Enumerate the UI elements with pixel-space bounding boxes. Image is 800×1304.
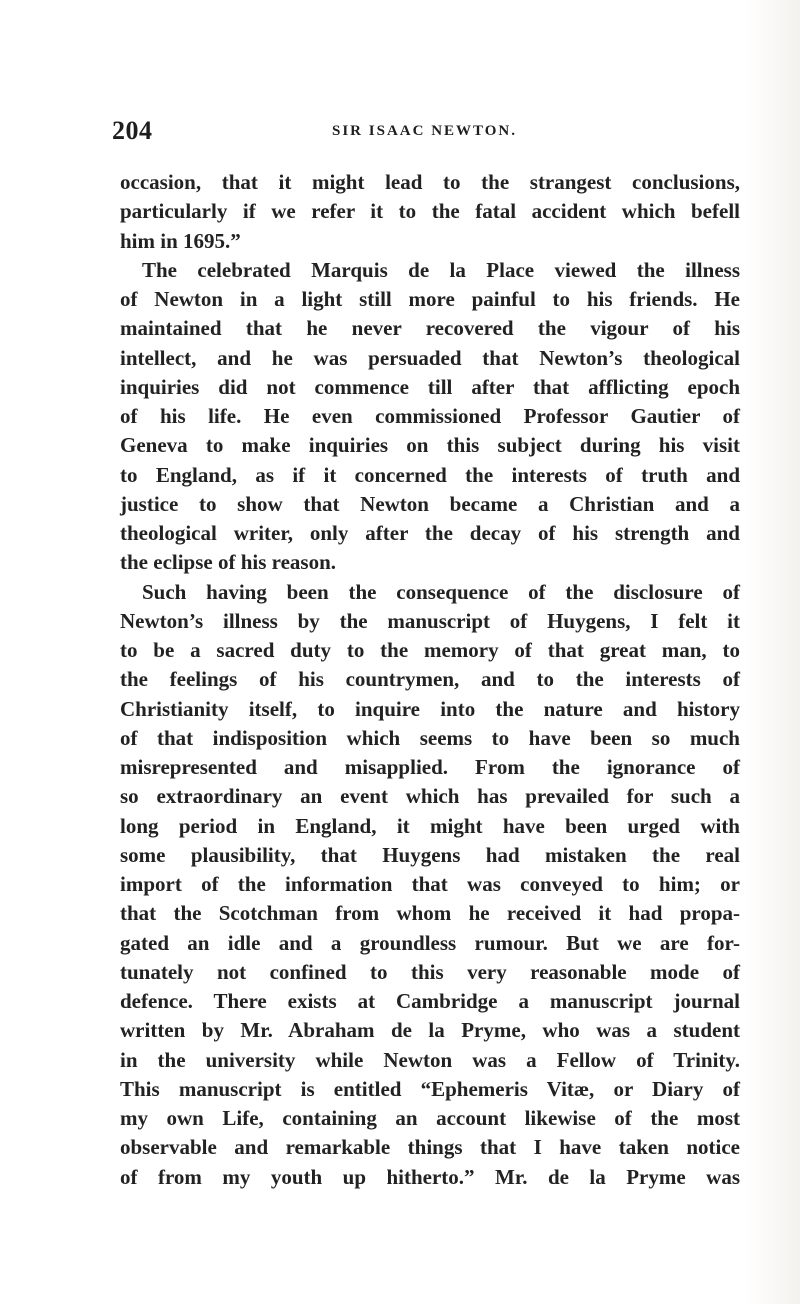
text-line: defence. There exists at Cambridge a manuscript journal xyxy=(120,989,740,1013)
text-line: the feelings of his countrymen, and to the interests of xyxy=(120,667,740,692)
text-line: justice to show that Newton became a Christian and a xyxy=(120,491,740,516)
text-line: to England, as if it concerned the interests of truth and xyxy=(120,462,740,487)
text-line: to be a sacred duty to the memory of that great man, to xyxy=(120,638,740,662)
text-line: The celebrated Marquis de la Place viewed the illness xyxy=(142,257,740,282)
text-line: him in 1695.” xyxy=(120,228,241,253)
text-line: intellect, and he was persuaded that Newton’s theological xyxy=(120,345,740,370)
text-line: misrepresented and misapplied. From the ignorance of xyxy=(120,755,740,779)
text-line: maintained that he never recovered the vigour of his xyxy=(120,316,740,341)
text-line: occasion, that it might lead to the strangest conclusions, xyxy=(120,170,740,194)
text-line: some plausibility, that Huygens had mistaken the real xyxy=(120,842,740,867)
text-line: particularly if we refer it to the fatal accident which befell xyxy=(120,199,740,224)
text-line: in the university while Newton was a Fellow of Trinity. xyxy=(120,1047,740,1072)
text-line: of from my youth up hitherto.” Mr. de la Pryme was xyxy=(120,1164,740,1189)
text-line: of his life. He even commissioned Professor Gautier of xyxy=(120,404,740,428)
text-line: my own Life, containing an account likewise of the most xyxy=(120,1106,740,1130)
text-line: gated an idle and a groundless rumour. But we are for- xyxy=(120,930,740,955)
text-line: written by Mr. Abraham de la Pryme, who was a student xyxy=(120,1018,740,1043)
body-text xyxy=(120,168,740,1192)
text-line: that the Scotchman from whom he received it had propa- xyxy=(120,901,740,926)
text-line: inquiries did not commence till after that afflicting epoch xyxy=(120,374,740,399)
text-line: theological writer, only after the decay of his strength and xyxy=(120,521,740,545)
text-line: Christianity itself, to inquire into the nature and history xyxy=(120,696,740,721)
text-line: tunately not confined to this very reasonable mode of xyxy=(120,959,740,984)
text-line: This manuscript is entitled “Ephemeris Vitæ, or Diary of xyxy=(120,1076,740,1101)
text-line: Newton’s illness by the manuscript of Huygens, I felt it xyxy=(120,608,740,633)
page-number: 204 xyxy=(112,116,153,145)
text-line: the eclipse of his reason. xyxy=(120,550,337,575)
text-line: of that indisposition which seems to have been so much xyxy=(120,725,740,750)
text-line: so extraordinary an event which has prevailed for such a xyxy=(120,784,740,809)
text-line: long period in England, it might have been urged with xyxy=(120,813,740,838)
running-title: SIR ISAAC NEWTON. xyxy=(332,123,518,139)
running-head xyxy=(112,112,742,148)
text-line: Such having been the consequence of the disclosure of xyxy=(142,579,740,604)
text-line: of Newton in a light still more painful to his friends. He xyxy=(120,287,740,311)
text-line: observable and remarkable things that I have taken notice xyxy=(120,1135,740,1160)
text-line: import of the information that was conveyed to him; or xyxy=(120,872,740,896)
text-line: Geneva to make inquiries on this subject during his visit xyxy=(120,433,740,458)
